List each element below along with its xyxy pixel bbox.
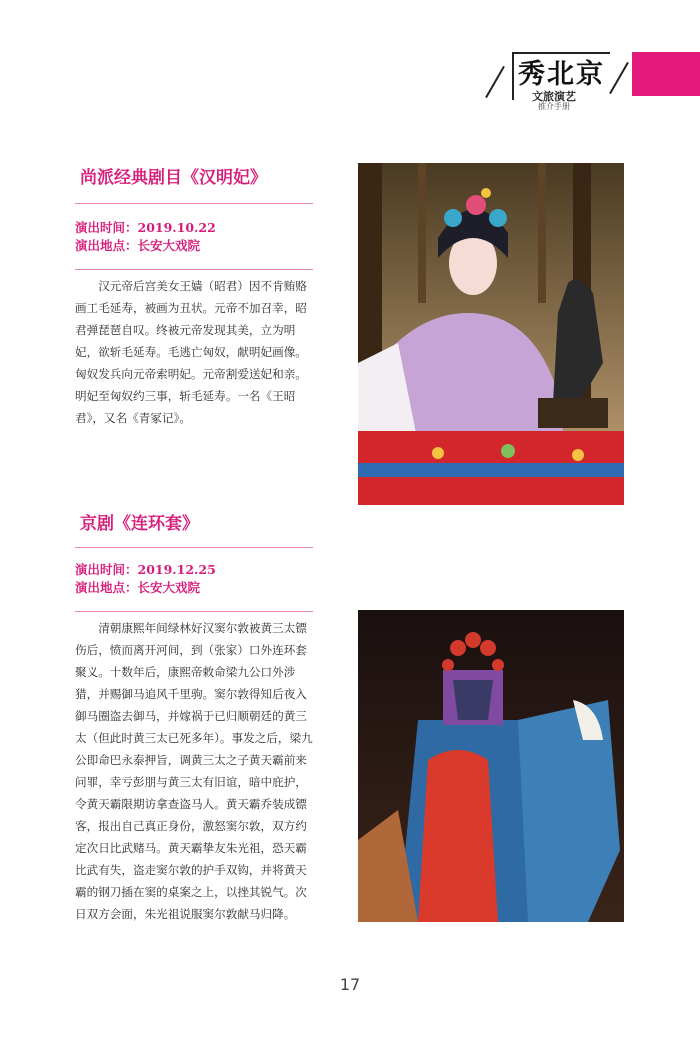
- header-accent-bar: [632, 52, 700, 96]
- performer-image: [358, 610, 624, 922]
- section-title: 京剧《连环套》: [80, 514, 199, 534]
- divider: [75, 269, 313, 270]
- stage-photo-han-mingfei: [358, 163, 624, 505]
- performance-time: 演出时间：2019.12.25: [75, 562, 216, 577]
- performance-time: 演出时间：2019.10.22: [75, 220, 216, 235]
- brand-logo: [508, 50, 628, 110]
- section-title: 尚派经典剧目《汉明妃》: [80, 168, 267, 188]
- synopsis-text: 清朝康熙年间绿林好汉窦尔敦被黄三太镖伤后，愤而离开河间，到（张家）口外连环套聚义。十数年后，康熙帝敕命梁九公口外涉猎，并赐御马追风千里驹。窦尔敦得知后夜入御马圈盗去御马，并嫁祸于已归顺朝廷的黄三太（但此时黄三太已死多年）。事发之后，梁九公即命巴永泰押旨，调黄三太之子黄天霸前来问罪，幸亏彭朋与黄三太有旧谊，暗中庇护，令黄天霸限期访拿查盗马人。黄天霸乔装成镖客，报出自己真正身份，激怒窦尔敦，双方约定次日比武赌马。黄天霸挚友朱光祖，恐天霸比武有失，盗走窦尔敦的护手双钩，并将黄天霸的钢刀插在窦的桌案之上，以挫其锐气。次日双方会面，朱光祖说服窦尔敦献马归降。: [75, 621, 313, 921]
- divider: [75, 611, 313, 612]
- logo-subtitle: 文旅演艺: [532, 90, 576, 103]
- synopsis-text: 汉元帝后宫美女王嫱（昭君）因不肯贿赂画工毛延寿，被画为丑状。元帝不加召幸，昭君弹琵琶自叹。终被元帝发现其美，立为明妃，欲斩毛延寿。毛逃亡匈奴，献明妃画像。匈奴发兵向元帝索明妃。元帝割爱送妃和亲。明妃至匈奴约三事，斩毛延寿。一名《王昭君》，又名《青冢记》。: [75, 279, 307, 425]
- logo-title: 秀北京: [518, 59, 605, 90]
- divider: [75, 547, 313, 548]
- divider: [75, 203, 313, 204]
- performer-image: [358, 163, 624, 505]
- stage-photo-lianhuantao: [358, 610, 624, 922]
- page-number: 17: [339, 975, 361, 994]
- logo-decor-line: [485, 66, 505, 98]
- performance-venue: 演出地点：长安大戏院: [75, 580, 201, 595]
- logo-subtitle-small: 推介手册: [538, 102, 570, 111]
- performance-venue: 演出地点：长安大戏院: [75, 238, 201, 253]
